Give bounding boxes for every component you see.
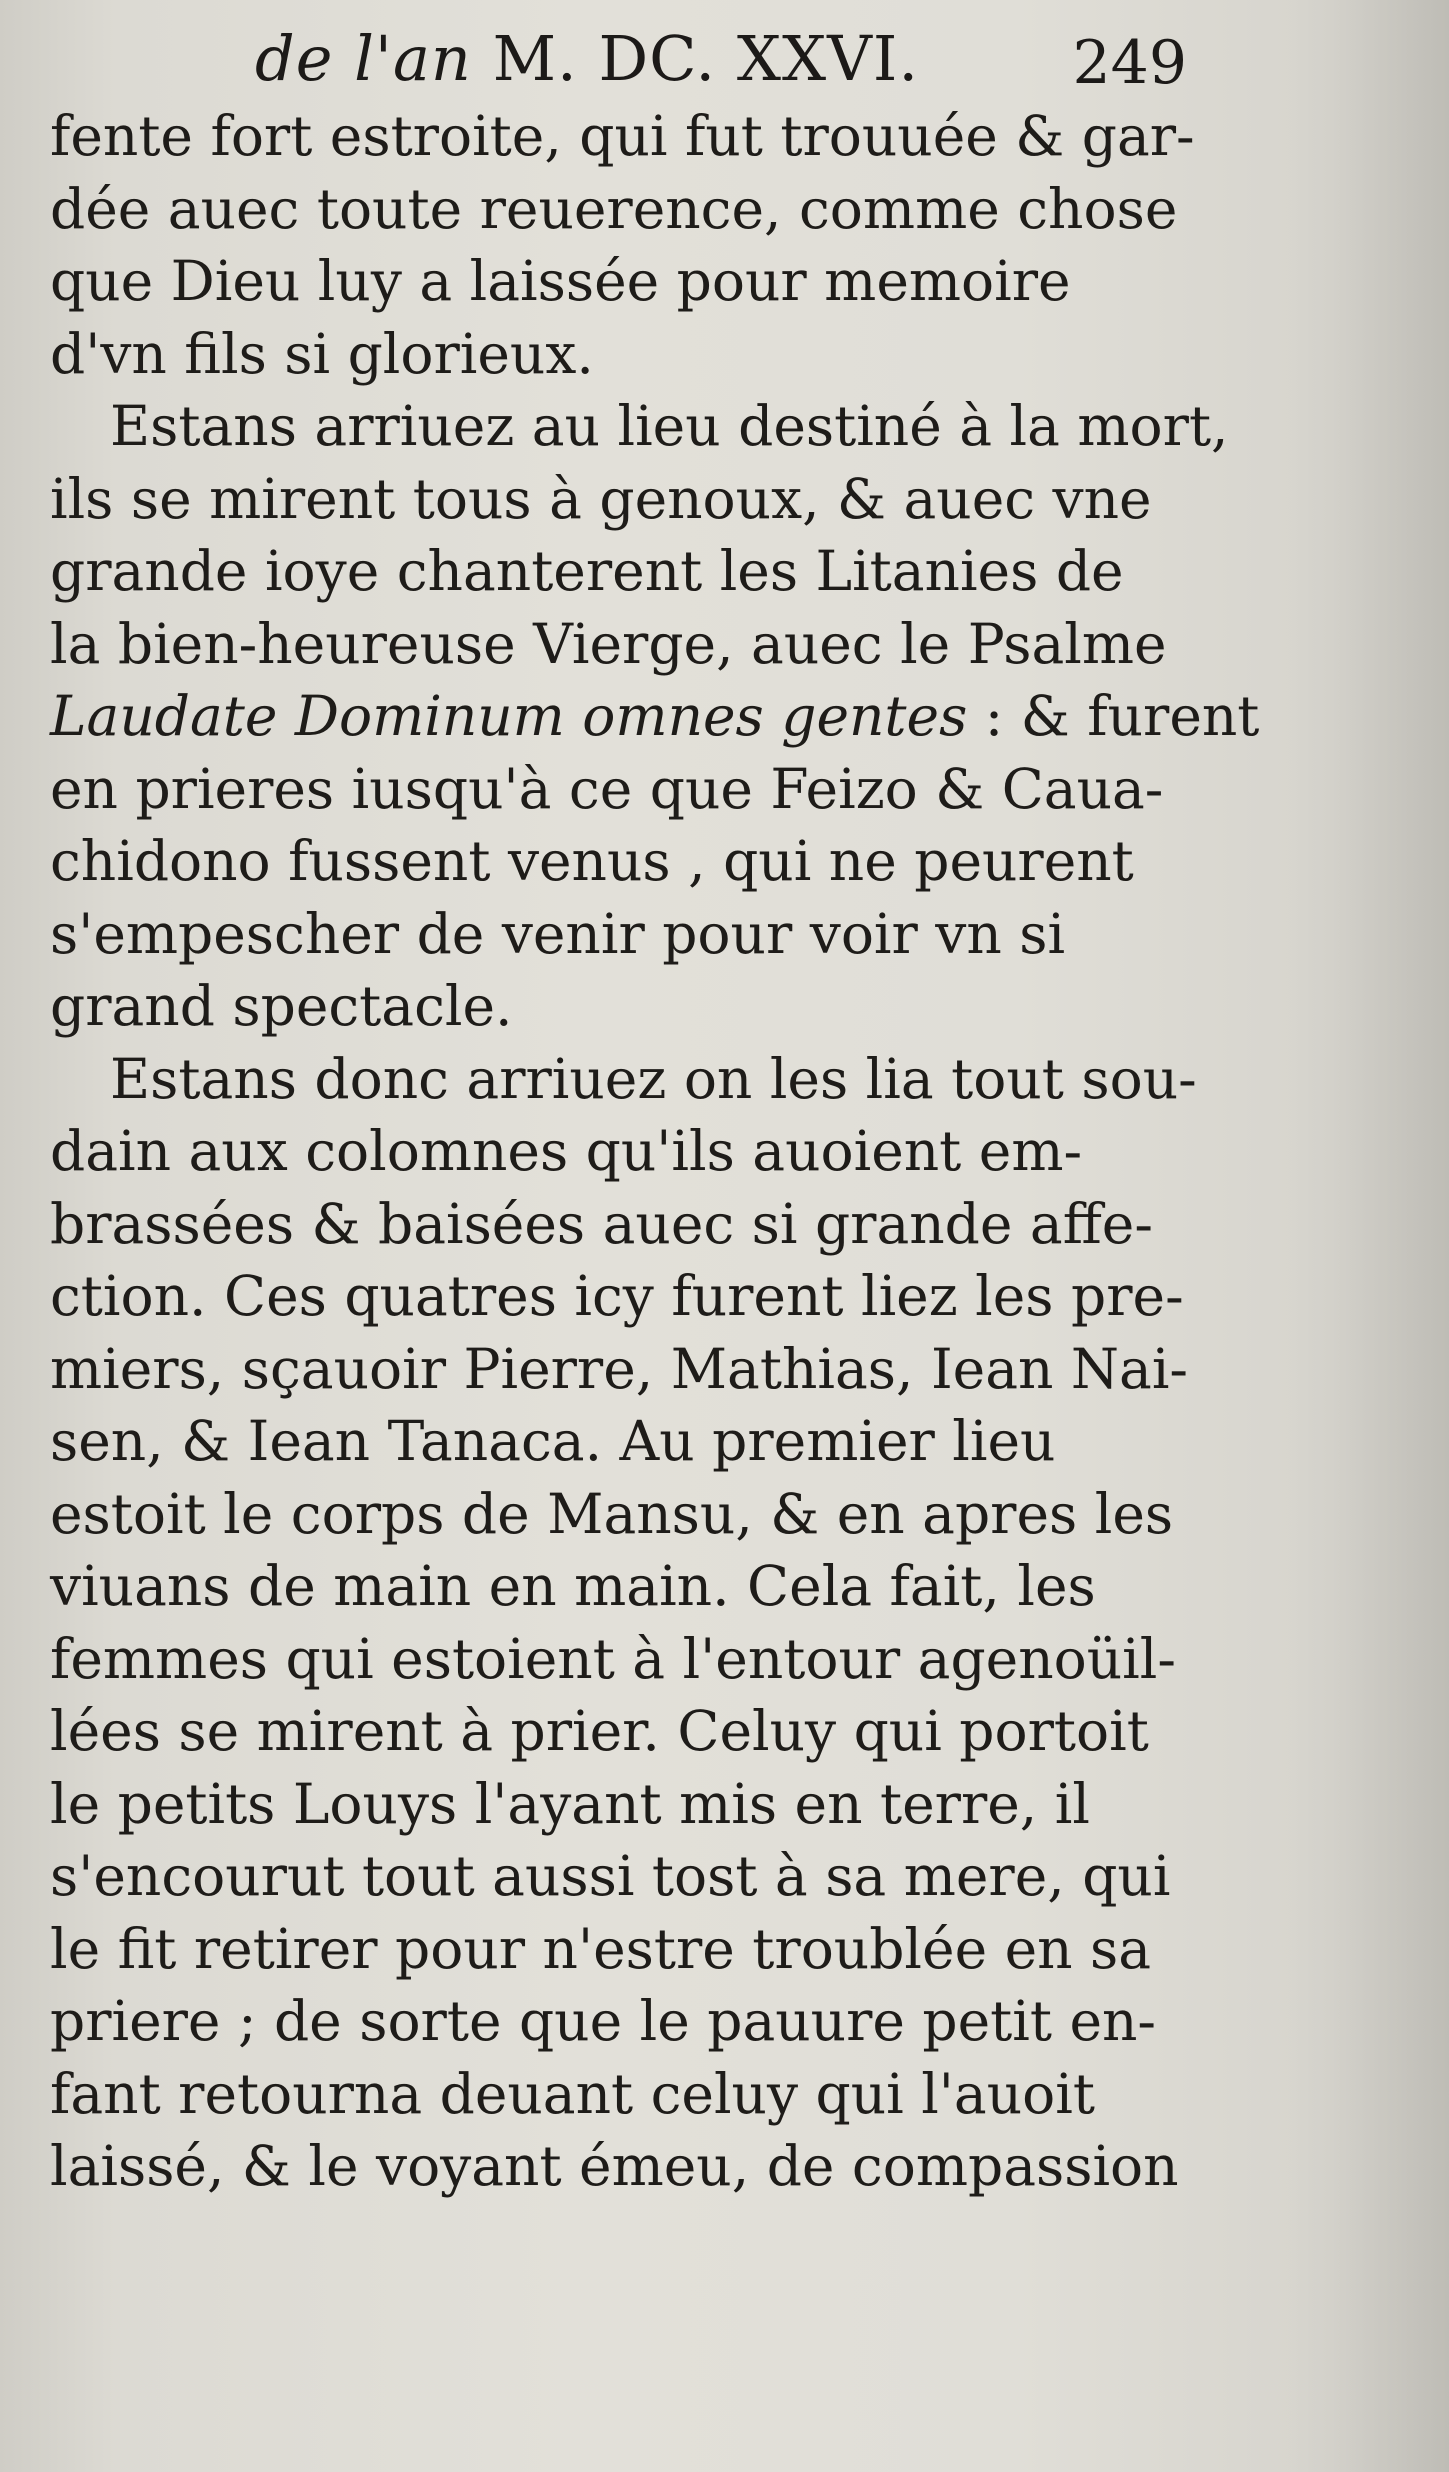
text-line: dée auec toute reuerence, comme chose — [50, 176, 1178, 241]
text-line: d'vn fils si glorieux. — [50, 321, 594, 386]
paragraph-start-line: Estans donc arriuez on les lia tout sou- — [110, 1046, 1197, 1111]
text-line: chidono fussent venus , qui ne peurent — [50, 829, 1134, 893]
text-line: lées se mirent à prier. Celuy qui portoit — [50, 1699, 1149, 1763]
running-head-year: M. DC. XXVI. — [471, 22, 920, 95]
paragraph-start-line: Estans arriuez au lieu destiné à la mort, — [110, 394, 1229, 458]
page-edge-shadow — [1289, 0, 1449, 2472]
text-line: miers, sçauoir Pierre, Mathias, Iean Nai- — [50, 1336, 1189, 1401]
text-line: sen, & Iean Tanaca. Au premier lieu — [50, 1409, 1056, 1473]
page-body-text — [50, 100, 1260, 2203]
running-head — [255, 22, 919, 95]
text-line: le fit retirer pour n'estre troublée en sa — [50, 1916, 1152, 1981]
latin-psalm-title: Laudate Dominum omnes gentes — [50, 684, 968, 748]
text-line: s'encourut tout aussi tost à sa mere, qui — [50, 1844, 1171, 1908]
page-header — [255, 18, 1185, 108]
text-line: le petits Louys l'ayant mis en terre, il — [50, 1771, 1090, 1836]
text-line — [50, 680, 1260, 753]
text-line: grande ioye chanterent les Litanies de — [50, 539, 1124, 603]
text-line-rest: : & furent — [967, 684, 1260, 748]
text-line: estoit le corps de Mansu, & en apres les — [50, 1481, 1174, 1546]
text-line: s'empescher de venir pour voir vn si — [50, 901, 1066, 966]
text-line: ils se mirent tous à genoux, & auec vne — [50, 466, 1152, 531]
text-line: viuans de main en main. Cela fait, les — [50, 1554, 1096, 1618]
text-line: fente fort estroite, qui fut trouuée & gar- — [50, 104, 1195, 168]
text-line: grand spectacle. — [50, 974, 513, 1038]
text-line: dain aux colomnes qu'ils auoient em- — [50, 1119, 1083, 1183]
text-line: brassées & baisées auec si grande affe- — [50, 1191, 1153, 1256]
text-line: priere ; de sorte que le pauure petit en- — [50, 1989, 1157, 2053]
text-line: que Dieu luy a laissée pour memoire — [50, 249, 1071, 313]
running-head-italic: de l'an — [255, 22, 472, 95]
text-line: laissé, & le voyant émeu, de compassion — [50, 2134, 1179, 2198]
text-line: femmes qui estoient à l'entour agenoüil- — [50, 1626, 1176, 1691]
text-line: fant retourna deuant celuy qui l'auoit — [50, 2061, 1095, 2126]
text-line: la bien-heureuse Vierge, auec le Psalme — [50, 611, 1167, 676]
text-line: en prieres iusqu'à ce que Feizo & Caua- — [50, 756, 1164, 821]
page-number: 249 — [1072, 28, 1187, 98]
text-line: ction. Ces quatres icy furent liez les pre- — [50, 1264, 1184, 1328]
